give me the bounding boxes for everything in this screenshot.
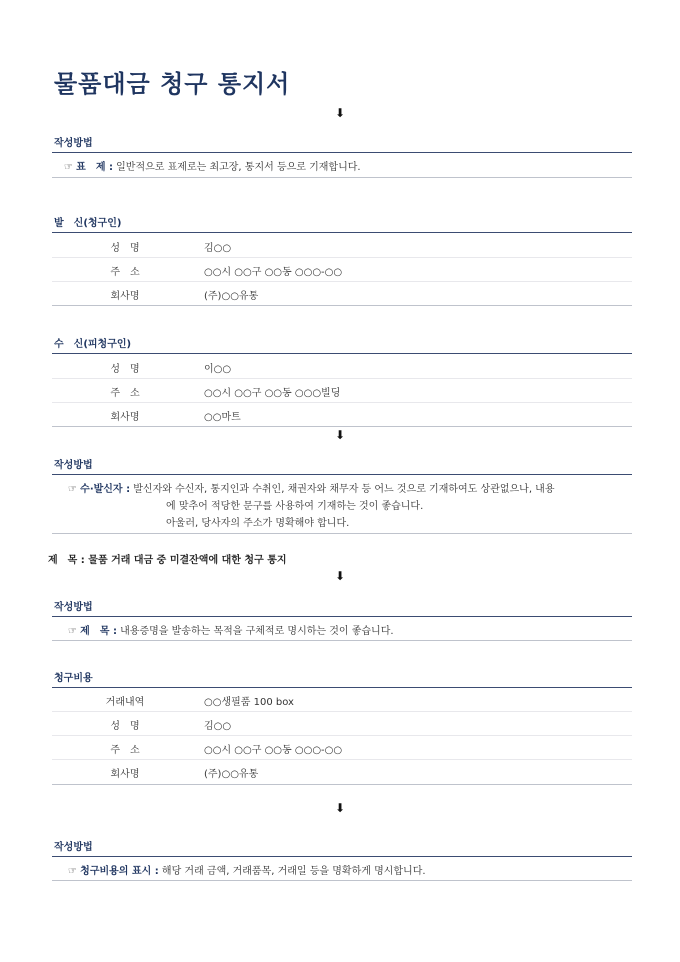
down-arrow-icon: ⬇ bbox=[334, 569, 346, 583]
receiver-header: 수 신(피청구인) bbox=[54, 339, 132, 350]
row-divider bbox=[52, 711, 632, 712]
divider bbox=[52, 232, 632, 233]
divider bbox=[52, 784, 632, 785]
guide-note bbox=[68, 480, 555, 495]
divider bbox=[52, 687, 632, 688]
receiver-name-label: 성 명 bbox=[110, 364, 140, 375]
billing-company-label: 회사명 bbox=[110, 769, 140, 780]
row-divider bbox=[52, 257, 632, 258]
divider bbox=[52, 305, 632, 306]
down-arrow-icon: ⬇ bbox=[334, 801, 346, 815]
divider bbox=[52, 152, 632, 153]
pointing-hand-icon: ☞ bbox=[68, 626, 77, 637]
billing-address-label: 주 소 bbox=[110, 745, 140, 756]
pointing-hand-icon: ☞ bbox=[64, 162, 73, 173]
divider bbox=[52, 880, 632, 881]
guide-key: 청구비용의 표시 : bbox=[80, 866, 159, 877]
guide-note bbox=[64, 158, 361, 173]
sender-name-value: 김○○ bbox=[204, 243, 232, 254]
billing-company-value: (주)○○유통 bbox=[204, 769, 259, 780]
down-arrow-icon: ⬇ bbox=[334, 428, 346, 442]
receiver-company-label: 회사명 bbox=[110, 412, 140, 423]
sender-address-value: ○○시 ○○구 ○○동 ○○○-○○ bbox=[204, 267, 343, 278]
sender-company-label: 회사명 bbox=[110, 291, 140, 302]
billing-header: 청구비용 bbox=[54, 673, 93, 684]
receiver-name-value: 이○○ bbox=[204, 364, 232, 375]
divider bbox=[52, 426, 632, 427]
row-divider bbox=[52, 759, 632, 760]
guide-text: 일반적으로 표제로는 최고장, 통지서 등으로 기재합니다. bbox=[112, 162, 361, 173]
document-title: 물품대금 청구 통지서 bbox=[54, 70, 291, 98]
guide-header: 작성방법 bbox=[54, 602, 93, 613]
guide-text: 내용증명을 발송하는 목적을 구체적로 명시하는 것이 좋습니다. bbox=[116, 626, 394, 637]
row-divider bbox=[52, 378, 632, 379]
pointing-hand-icon: ☞ bbox=[68, 866, 77, 877]
down-arrow-icon: ⬇ bbox=[334, 106, 346, 120]
divider bbox=[52, 533, 632, 534]
guide-key: 표 제 : bbox=[76, 162, 113, 173]
guide-note bbox=[68, 862, 426, 877]
divider bbox=[52, 856, 632, 857]
sender-header: 발 신(청구인) bbox=[54, 218, 122, 229]
row-divider bbox=[52, 735, 632, 736]
guide-text-line: 에 맞추어 적당한 문구를 사용하여 기재하는 것이 좋습니다. bbox=[166, 501, 424, 512]
billing-name-value: 김○○ bbox=[204, 721, 232, 732]
row-divider bbox=[52, 402, 632, 403]
sender-company-value: (주)○○유통 bbox=[204, 291, 259, 302]
divider bbox=[52, 640, 632, 641]
guide-text-line: 아울러, 당사자의 주소가 명확해야 합니다. bbox=[166, 518, 350, 529]
divider bbox=[52, 474, 632, 475]
billing-name-label: 성 명 bbox=[110, 721, 140, 732]
guide-header: 작성방법 bbox=[54, 460, 93, 471]
receiver-address-label: 주 소 bbox=[110, 388, 140, 399]
divider bbox=[52, 616, 632, 617]
guide-key: 제 목 : bbox=[80, 626, 117, 637]
receiver-address-value: ○○시 ○○구 ○○동 ○○○빌딩 bbox=[204, 388, 341, 399]
sender-address-label: 주 소 bbox=[110, 267, 140, 278]
billing-address-value: ○○시 ○○구 ○○동 ○○○-○○ bbox=[204, 745, 343, 756]
divider bbox=[52, 353, 632, 354]
billing-item-value: ○○생필품 100 box bbox=[204, 697, 294, 708]
guide-text: 발신자와 수신자, 통지인과 수취인, 채권자와 채무자 등 어느 것으로 기재하여도 상관없으나, 내용 bbox=[130, 484, 555, 495]
receiver-company-value: ○○마트 bbox=[204, 412, 241, 423]
guide-key: 수·발신자 : bbox=[80, 484, 131, 495]
billing-item-label: 거래내역 bbox=[105, 697, 145, 708]
subject-line: 제 목 : 물품 거래 대금 중 미결잔액에 대한 청구 통지 bbox=[48, 555, 287, 566]
sender-name-label: 성 명 bbox=[110, 243, 140, 254]
guide-note bbox=[68, 622, 394, 637]
divider bbox=[52, 177, 632, 178]
pointing-hand-icon: ☞ bbox=[68, 484, 77, 495]
row-divider bbox=[52, 281, 632, 282]
guide-text: 해당 거래 금액, 거래품목, 거래일 등을 명확하게 명시합니다. bbox=[158, 866, 426, 877]
guide-header: 작성방법 bbox=[54, 842, 93, 853]
guide-header: 작성방법 bbox=[54, 138, 93, 149]
